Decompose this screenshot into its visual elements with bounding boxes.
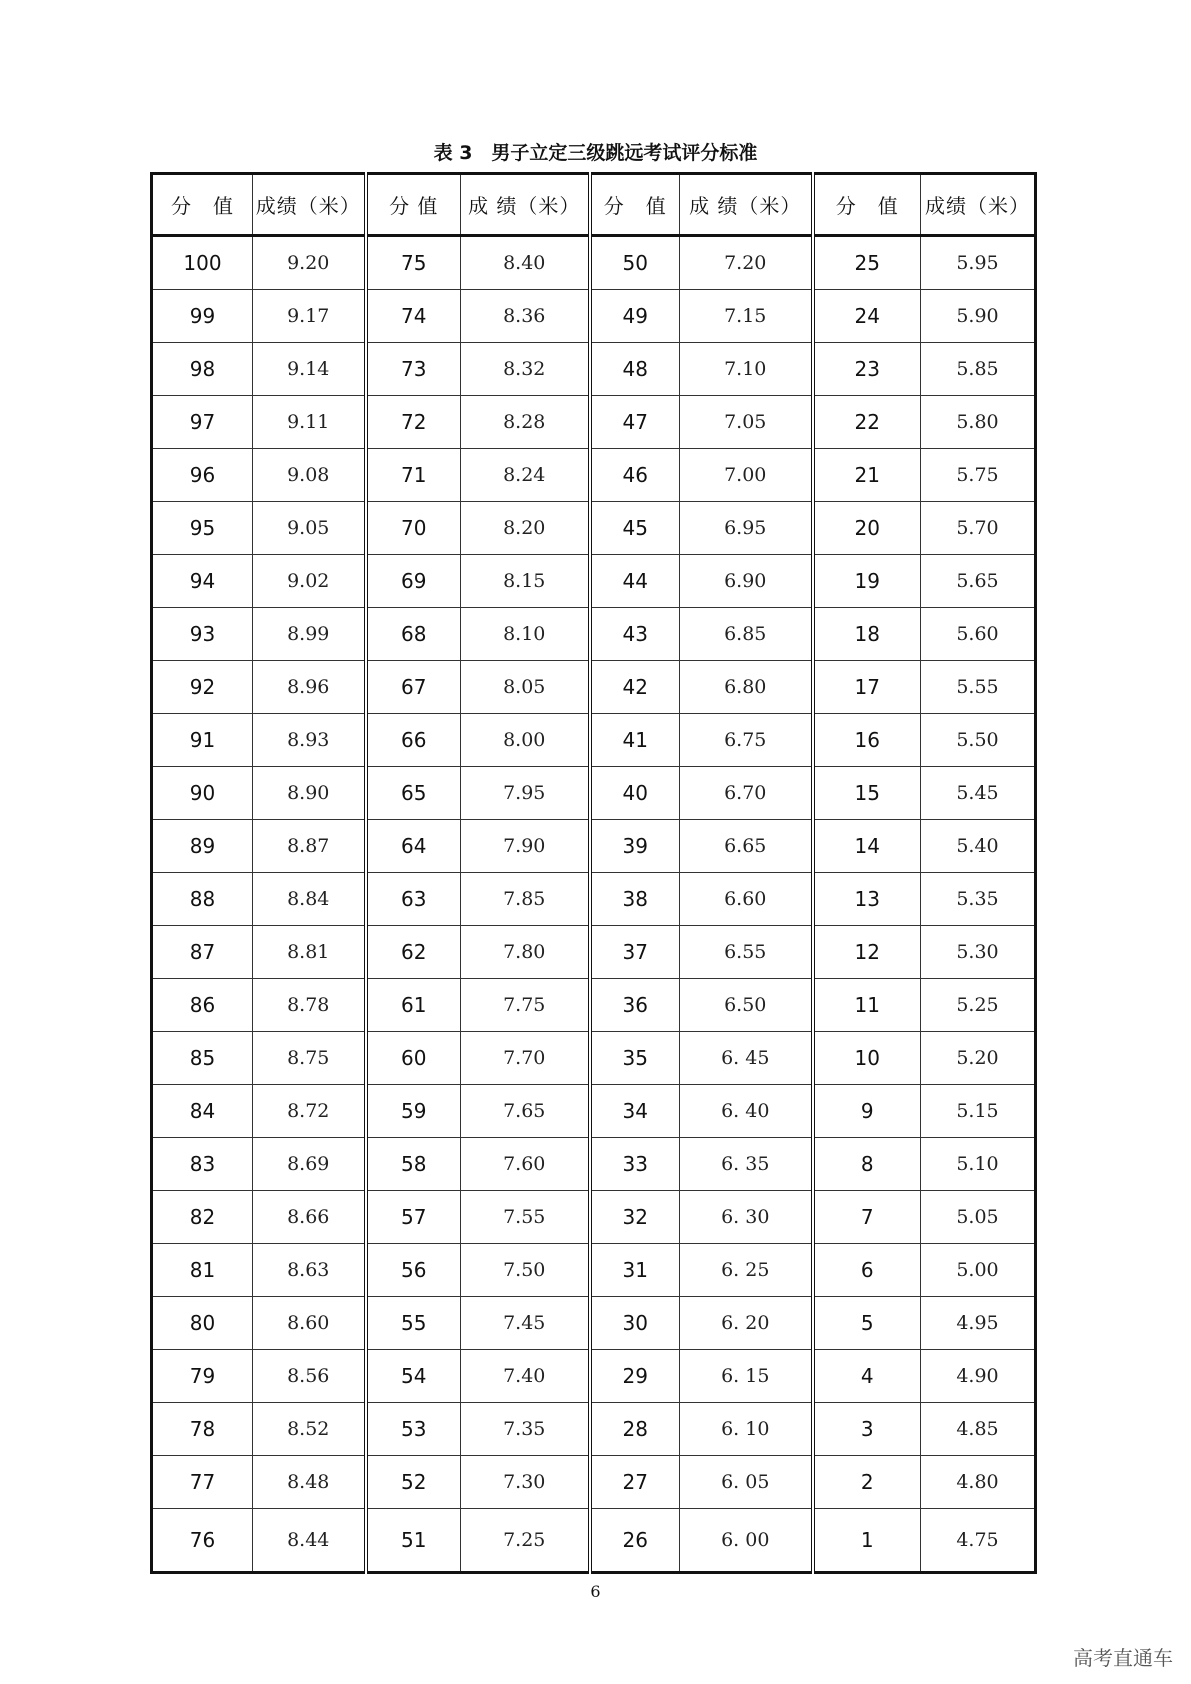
score-cell: 66 bbox=[366, 714, 461, 767]
score-cell: 95 bbox=[152, 502, 253, 555]
table-row bbox=[152, 449, 1036, 502]
result-cell: 7.75 bbox=[461, 979, 590, 1032]
result-cell: 5.35 bbox=[921, 873, 1036, 926]
result-cell: 7.25 bbox=[461, 1509, 590, 1573]
score-cell: 80 bbox=[152, 1297, 253, 1350]
table-row bbox=[152, 979, 1036, 1032]
table-row bbox=[152, 873, 1036, 926]
score-cell: 71 bbox=[366, 449, 461, 502]
result-cell: 6.50 bbox=[680, 979, 813, 1032]
result-cell: 8.40 bbox=[461, 236, 590, 290]
score-cell: 39 bbox=[590, 820, 680, 873]
header-result: 成 绩（米） bbox=[461, 174, 590, 236]
score-cell: 68 bbox=[366, 608, 461, 661]
table-row bbox=[152, 661, 1036, 714]
score-cell: 19 bbox=[813, 555, 921, 608]
result-cell: 7.65 bbox=[461, 1085, 590, 1138]
result-cell: 6.60 bbox=[680, 873, 813, 926]
result-cell: 8.20 bbox=[461, 502, 590, 555]
result-cell: 4.80 bbox=[921, 1456, 1036, 1509]
result-cell: 6. 25 bbox=[680, 1244, 813, 1297]
result-cell: 8.24 bbox=[461, 449, 590, 502]
table-row bbox=[152, 396, 1036, 449]
result-cell: 8.69 bbox=[253, 1138, 366, 1191]
header-score: 分 值 bbox=[813, 174, 921, 236]
score-cell: 46 bbox=[590, 449, 680, 502]
score-cell: 10 bbox=[813, 1032, 921, 1085]
score-cell: 78 bbox=[152, 1403, 253, 1456]
result-cell: 7.90 bbox=[461, 820, 590, 873]
result-cell: 8.90 bbox=[253, 767, 366, 820]
table-row bbox=[152, 714, 1036, 767]
score-cell: 9 bbox=[813, 1085, 921, 1138]
table-row bbox=[152, 1032, 1036, 1085]
score-cell: 26 bbox=[590, 1509, 680, 1573]
table-row bbox=[152, 502, 1036, 555]
result-cell: 5.10 bbox=[921, 1138, 1036, 1191]
header-score: 分 值 bbox=[590, 174, 680, 236]
result-cell: 8.81 bbox=[253, 926, 366, 979]
score-cell: 87 bbox=[152, 926, 253, 979]
result-cell: 6.85 bbox=[680, 608, 813, 661]
score-cell: 6 bbox=[813, 1244, 921, 1297]
score-cell: 21 bbox=[813, 449, 921, 502]
result-cell: 9.02 bbox=[253, 555, 366, 608]
result-cell: 9.05 bbox=[253, 502, 366, 555]
table-row bbox=[152, 1509, 1036, 1573]
score-cell: 5 bbox=[813, 1297, 921, 1350]
score-cell: 62 bbox=[366, 926, 461, 979]
score-cell: 75 bbox=[366, 236, 461, 290]
score-cell: 27 bbox=[590, 1456, 680, 1509]
score-cell: 93 bbox=[152, 608, 253, 661]
scoring-table bbox=[150, 172, 1037, 1574]
score-cell: 53 bbox=[366, 1403, 461, 1456]
result-cell: 8.00 bbox=[461, 714, 590, 767]
score-cell: 3 bbox=[813, 1403, 921, 1456]
score-cell: 48 bbox=[590, 343, 680, 396]
result-cell: 8.05 bbox=[461, 661, 590, 714]
score-cell: 16 bbox=[813, 714, 921, 767]
score-cell: 99 bbox=[152, 290, 253, 343]
score-cell: 24 bbox=[813, 290, 921, 343]
result-cell: 9.11 bbox=[253, 396, 366, 449]
result-cell: 7.70 bbox=[461, 1032, 590, 1085]
result-cell: 8.60 bbox=[253, 1297, 366, 1350]
result-cell: 5.90 bbox=[921, 290, 1036, 343]
score-cell: 51 bbox=[366, 1509, 461, 1573]
score-cell: 38 bbox=[590, 873, 680, 926]
result-cell: 5.70 bbox=[921, 502, 1036, 555]
result-cell: 7.10 bbox=[680, 343, 813, 396]
result-cell: 8.84 bbox=[253, 873, 366, 926]
result-cell: 8.15 bbox=[461, 555, 590, 608]
score-cell: 84 bbox=[152, 1085, 253, 1138]
score-cell: 49 bbox=[590, 290, 680, 343]
result-cell: 6. 10 bbox=[680, 1403, 813, 1456]
score-cell: 4 bbox=[813, 1350, 921, 1403]
table-row bbox=[152, 555, 1036, 608]
result-cell: 7.95 bbox=[461, 767, 590, 820]
table-row bbox=[152, 1297, 1036, 1350]
score-cell: 52 bbox=[366, 1456, 461, 1509]
table-row bbox=[152, 1350, 1036, 1403]
result-cell: 6.90 bbox=[680, 555, 813, 608]
score-cell: 28 bbox=[590, 1403, 680, 1456]
result-cell: 5.65 bbox=[921, 555, 1036, 608]
result-cell: 6. 30 bbox=[680, 1191, 813, 1244]
score-cell: 11 bbox=[813, 979, 921, 1032]
table-row bbox=[152, 1138, 1036, 1191]
table-row bbox=[152, 343, 1036, 396]
score-cell: 96 bbox=[152, 449, 253, 502]
result-cell: 9.20 bbox=[253, 236, 366, 290]
result-cell: 8.52 bbox=[253, 1403, 366, 1456]
score-cell: 34 bbox=[590, 1085, 680, 1138]
result-cell: 8.96 bbox=[253, 661, 366, 714]
result-cell: 8.66 bbox=[253, 1191, 366, 1244]
result-cell: 7.60 bbox=[461, 1138, 590, 1191]
result-cell: 9.08 bbox=[253, 449, 366, 502]
score-cell: 41 bbox=[590, 714, 680, 767]
score-cell: 2 bbox=[813, 1456, 921, 1509]
result-cell: 6.95 bbox=[680, 502, 813, 555]
score-cell: 32 bbox=[590, 1191, 680, 1244]
result-cell: 7.30 bbox=[461, 1456, 590, 1509]
score-cell: 85 bbox=[152, 1032, 253, 1085]
table-header-row bbox=[152, 174, 1036, 236]
result-cell: 5.60 bbox=[921, 608, 1036, 661]
result-cell: 5.80 bbox=[921, 396, 1036, 449]
score-cell: 35 bbox=[590, 1032, 680, 1085]
score-cell: 50 bbox=[590, 236, 680, 290]
result-cell: 6. 20 bbox=[680, 1297, 813, 1350]
score-cell: 100 bbox=[152, 236, 253, 290]
table-row bbox=[152, 1244, 1036, 1297]
result-cell: 6.75 bbox=[680, 714, 813, 767]
score-cell: 42 bbox=[590, 661, 680, 714]
result-cell: 7.00 bbox=[680, 449, 813, 502]
result-cell: 6. 35 bbox=[680, 1138, 813, 1191]
result-cell: 6. 05 bbox=[680, 1456, 813, 1509]
table-row bbox=[152, 1085, 1036, 1138]
result-cell: 5.00 bbox=[921, 1244, 1036, 1297]
score-cell: 73 bbox=[366, 343, 461, 396]
table-row bbox=[152, 1456, 1036, 1509]
score-cell: 7 bbox=[813, 1191, 921, 1244]
result-cell: 6.70 bbox=[680, 767, 813, 820]
result-cell: 5.15 bbox=[921, 1085, 1036, 1138]
header-score: 分 值 bbox=[366, 174, 461, 236]
score-cell: 12 bbox=[813, 926, 921, 979]
header-score: 分 值 bbox=[152, 174, 253, 236]
score-cell: 1 bbox=[813, 1509, 921, 1573]
table-row bbox=[152, 1403, 1036, 1456]
result-cell: 7.85 bbox=[461, 873, 590, 926]
score-cell: 97 bbox=[152, 396, 253, 449]
score-cell: 13 bbox=[813, 873, 921, 926]
score-cell: 31 bbox=[590, 1244, 680, 1297]
score-cell: 83 bbox=[152, 1138, 253, 1191]
result-cell: 7.45 bbox=[461, 1297, 590, 1350]
page-number: 6 bbox=[590, 1582, 601, 1601]
score-cell: 74 bbox=[366, 290, 461, 343]
result-cell: 4.95 bbox=[921, 1297, 1036, 1350]
table-row bbox=[152, 608, 1036, 661]
result-cell: 8.72 bbox=[253, 1085, 366, 1138]
score-cell: 25 bbox=[813, 236, 921, 290]
header-result: 成 绩（米） bbox=[680, 174, 813, 236]
score-cell: 69 bbox=[366, 555, 461, 608]
score-cell: 33 bbox=[590, 1138, 680, 1191]
score-cell: 89 bbox=[152, 820, 253, 873]
score-cell: 58 bbox=[366, 1138, 461, 1191]
score-cell: 18 bbox=[813, 608, 921, 661]
result-cell: 8.48 bbox=[253, 1456, 366, 1509]
result-cell: 4.90 bbox=[921, 1350, 1036, 1403]
result-cell: 5.55 bbox=[921, 661, 1036, 714]
score-cell: 15 bbox=[813, 767, 921, 820]
result-cell: 8.99 bbox=[253, 608, 366, 661]
result-cell: 9.14 bbox=[253, 343, 366, 396]
result-cell: 5.20 bbox=[921, 1032, 1036, 1085]
result-cell: 7.50 bbox=[461, 1244, 590, 1297]
score-cell: 82 bbox=[152, 1191, 253, 1244]
score-cell: 64 bbox=[366, 820, 461, 873]
result-cell: 8.78 bbox=[253, 979, 366, 1032]
result-cell: 7.05 bbox=[680, 396, 813, 449]
score-cell: 92 bbox=[152, 661, 253, 714]
score-cell: 17 bbox=[813, 661, 921, 714]
score-cell: 98 bbox=[152, 343, 253, 396]
result-cell: 7.15 bbox=[680, 290, 813, 343]
watermark: 高考直通车 bbox=[1073, 1646, 1173, 1670]
score-cell: 54 bbox=[366, 1350, 461, 1403]
score-cell: 43 bbox=[590, 608, 680, 661]
result-cell: 8.93 bbox=[253, 714, 366, 767]
result-cell: 5.30 bbox=[921, 926, 1036, 979]
score-cell: 90 bbox=[152, 767, 253, 820]
result-cell: 8.10 bbox=[461, 608, 590, 661]
score-cell: 20 bbox=[813, 502, 921, 555]
result-cell: 8.75 bbox=[253, 1032, 366, 1085]
result-cell: 8.87 bbox=[253, 820, 366, 873]
result-cell: 8.56 bbox=[253, 1350, 366, 1403]
result-cell: 5.45 bbox=[921, 767, 1036, 820]
score-cell: 88 bbox=[152, 873, 253, 926]
result-cell: 9.17 bbox=[253, 290, 366, 343]
result-cell: 8.63 bbox=[253, 1244, 366, 1297]
score-cell: 59 bbox=[366, 1085, 461, 1138]
score-cell: 45 bbox=[590, 502, 680, 555]
result-cell: 6.80 bbox=[680, 661, 813, 714]
score-cell: 37 bbox=[590, 926, 680, 979]
score-cell: 44 bbox=[590, 555, 680, 608]
result-cell: 6. 40 bbox=[680, 1085, 813, 1138]
result-cell: 6. 15 bbox=[680, 1350, 813, 1403]
score-cell: 22 bbox=[813, 396, 921, 449]
result-cell: 6.55 bbox=[680, 926, 813, 979]
document-title: 表 3 男子立定三级跳远考试评分标准 bbox=[433, 142, 758, 164]
score-cell: 36 bbox=[590, 979, 680, 1032]
score-cell: 57 bbox=[366, 1191, 461, 1244]
header-result: 成绩（米） bbox=[253, 174, 366, 236]
result-cell: 8.28 bbox=[461, 396, 590, 449]
table-row bbox=[152, 820, 1036, 873]
score-cell: 56 bbox=[366, 1244, 461, 1297]
result-cell: 5.25 bbox=[921, 979, 1036, 1032]
score-cell: 14 bbox=[813, 820, 921, 873]
result-cell: 5.50 bbox=[921, 714, 1036, 767]
result-cell: 8.44 bbox=[253, 1509, 366, 1573]
score-cell: 23 bbox=[813, 343, 921, 396]
result-cell: 5.95 bbox=[921, 236, 1036, 290]
score-cell: 67 bbox=[366, 661, 461, 714]
score-cell: 94 bbox=[152, 555, 253, 608]
table-row bbox=[152, 767, 1036, 820]
result-cell: 7.20 bbox=[680, 236, 813, 290]
result-cell: 7.55 bbox=[461, 1191, 590, 1244]
score-cell: 47 bbox=[590, 396, 680, 449]
table-row bbox=[152, 1191, 1036, 1244]
score-cell: 81 bbox=[152, 1244, 253, 1297]
score-cell: 79 bbox=[152, 1350, 253, 1403]
score-cell: 77 bbox=[152, 1456, 253, 1509]
score-cell: 72 bbox=[366, 396, 461, 449]
result-cell: 6. 00 bbox=[680, 1509, 813, 1573]
score-cell: 29 bbox=[590, 1350, 680, 1403]
result-cell: 7.35 bbox=[461, 1403, 590, 1456]
table-row bbox=[152, 290, 1036, 343]
score-cell: 8 bbox=[813, 1138, 921, 1191]
result-cell: 8.36 bbox=[461, 290, 590, 343]
table-row bbox=[152, 236, 1036, 290]
score-cell: 76 bbox=[152, 1509, 253, 1573]
score-cell: 86 bbox=[152, 979, 253, 1032]
result-cell: 6. 45 bbox=[680, 1032, 813, 1085]
result-cell: 7.80 bbox=[461, 926, 590, 979]
result-cell: 6.65 bbox=[680, 820, 813, 873]
score-cell: 60 bbox=[366, 1032, 461, 1085]
result-cell: 5.75 bbox=[921, 449, 1036, 502]
header-result: 成绩（米） bbox=[921, 174, 1036, 236]
result-cell: 8.32 bbox=[461, 343, 590, 396]
result-cell: 5.40 bbox=[921, 820, 1036, 873]
result-cell: 5.05 bbox=[921, 1191, 1036, 1244]
score-cell: 61 bbox=[366, 979, 461, 1032]
score-cell: 65 bbox=[366, 767, 461, 820]
score-cell: 70 bbox=[366, 502, 461, 555]
score-cell: 30 bbox=[590, 1297, 680, 1350]
score-cell: 63 bbox=[366, 873, 461, 926]
table-row bbox=[152, 926, 1036, 979]
result-cell: 5.85 bbox=[921, 343, 1036, 396]
result-cell: 4.85 bbox=[921, 1403, 1036, 1456]
result-cell: 4.75 bbox=[921, 1509, 1036, 1573]
score-cell: 40 bbox=[590, 767, 680, 820]
score-cell: 91 bbox=[152, 714, 253, 767]
result-cell: 7.40 bbox=[461, 1350, 590, 1403]
score-cell: 55 bbox=[366, 1297, 461, 1350]
